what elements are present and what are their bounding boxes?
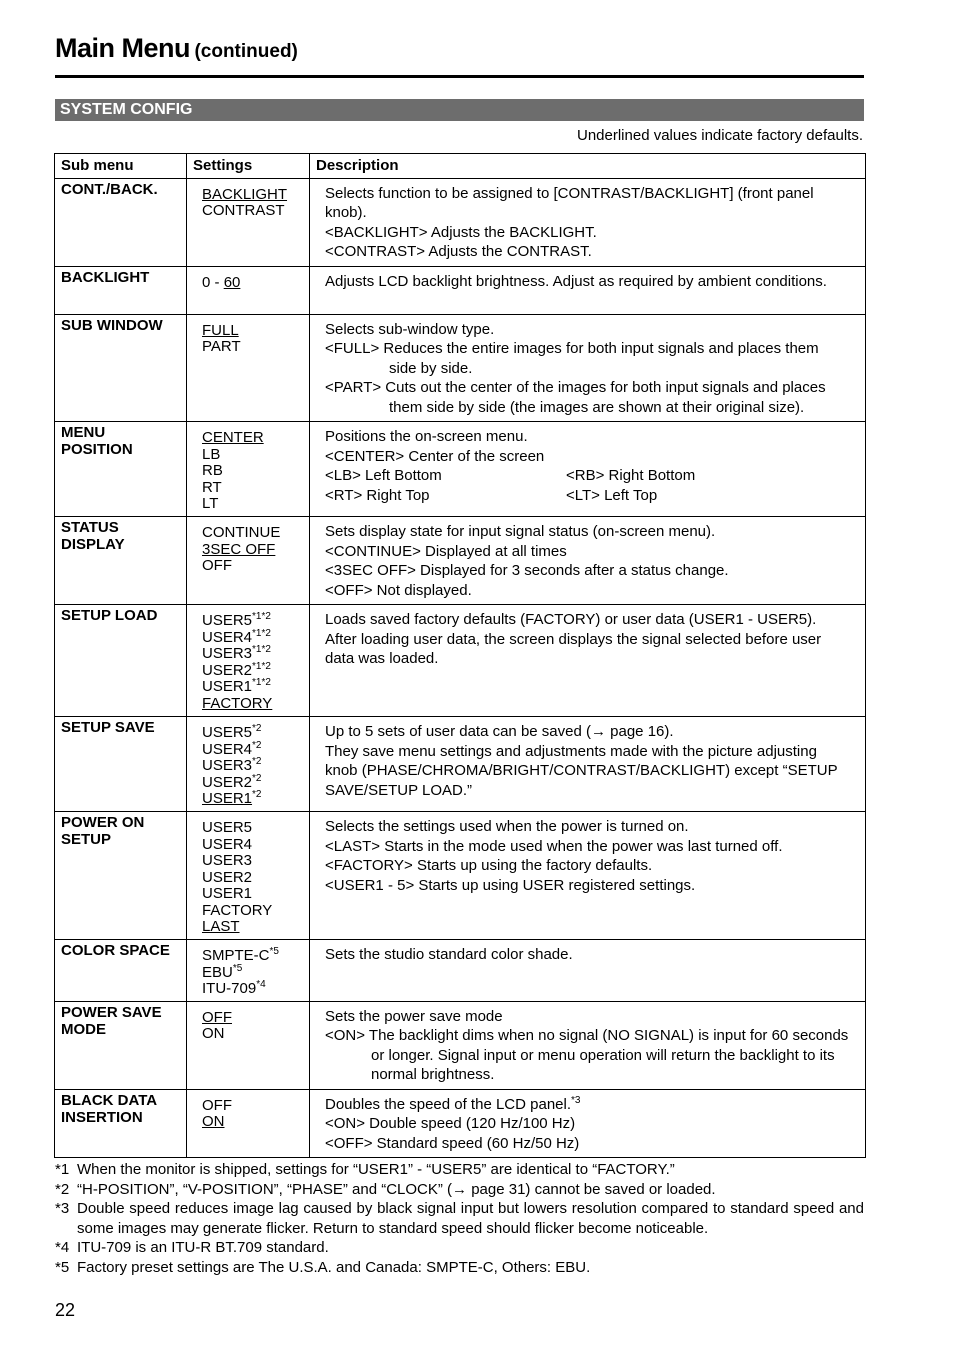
description-text: <LB> Left Bottom [325,467,442,484]
sub-menu-name: BLACK DATA [61,1091,158,1109]
setting-option [202,187,294,204]
sub-menu-cell [55,517,187,605]
sub-menu-cell [55,266,187,314]
description-line [325,742,850,801]
footnote [55,1180,864,1200]
settings-cell [187,940,310,1002]
setting-value: USER2 [202,773,253,791]
footnote-text: Double speed reduces image lag caused by black signal input but lowers resolution compared to standard speed and some images may generate flicker. Return to standard speed should flicker become noticeable. [77,1200,864,1237]
sub-menu-name: INSERTION [61,1108,143,1126]
setting-value: 3SEC OFF [202,540,276,558]
setting-value: ITU-709 [202,980,257,997]
setting-value: USER2 [202,868,253,886]
setting-option [202,496,294,513]
sub-menu-name: STATUS [61,519,119,536]
footnote-ref: *2 [252,756,262,767]
description-text: <OFF> Not displayed. [325,581,472,599]
setting-option [202,962,294,982]
setting-option [202,558,294,575]
table-row [55,266,866,314]
settings-cell [187,422,310,517]
setting-value: RB [202,462,223,479]
sub-menu-name: SETUP LOAD [61,607,158,624]
description-cell [310,605,866,717]
footnote-mark: *5 [55,1258,70,1276]
description-line [325,223,850,243]
description-text: Adjusts LCD backlight brightness. Adjust as required by ambient conditions. [325,272,827,290]
description-line [325,581,850,601]
description-text: <CONTINUE> Displayed at all times [325,542,567,560]
description-cell [310,314,866,422]
settings-cell [187,314,310,422]
setting-value: 0 - [202,273,224,291]
description-text: <ON> The backlight dims when no signal (NO SIGNAL) is input for 60 seconds or longer. Signal input or menu operation will return the backlight to its normal brightness. [325,1027,849,1083]
description-cell [310,940,866,1002]
setting-value: SMPTE-C [202,947,270,964]
sub-menu-name: MODE [61,1020,106,1038]
setting-value: LT [202,495,219,512]
description-line [325,447,850,467]
footnote [55,1258,864,1278]
description-text: Doubles the speed of the LCD panel. [325,1095,571,1113]
description-text: Sets display state for input signal status (on-screen menu). [325,523,716,540]
description-cell [310,178,866,266]
footnote-mark: *3 [55,1200,70,1217]
sub-menu-name: SUB WINDOW [61,316,163,334]
setting-value: PART [202,338,241,355]
page-number: 22 [55,1300,76,1320]
setting-option [202,627,294,647]
description-line [325,378,850,417]
footnote-ref: *1*2 [252,627,271,639]
description-text: <FACTORY> Starts up using the factory defaults. [325,857,653,874]
setting-value: USER1 [202,790,253,807]
footnote-text: When the monitor is shipped, settings for “USER1” - “USER5” are identical to “FACTORY.” [77,1161,675,1178]
setting-option [202,447,294,464]
description-line [325,272,850,292]
setting-option [202,1098,294,1115]
table-row [55,517,866,605]
sub-menu-name: COLOR SPACE [61,942,170,959]
setting-value: USER5 [202,819,253,836]
setting-value: USER5 [202,724,253,741]
description-line [325,856,850,876]
table-header-row [55,154,866,179]
setting-value: USER1 [202,678,253,695]
description-text: <RB> Right Bottom [566,467,696,484]
setting-value: OFF [202,1008,232,1026]
setting-option [202,613,294,630]
footnote [55,1199,864,1238]
description-line [325,486,850,506]
setting-option [202,903,294,920]
footnote-ref: *1*2 [252,644,271,655]
setting-value: ON [202,1025,225,1042]
header-description: Description [310,154,866,179]
sub-menu-name: CONT./BACK. [61,180,158,198]
setting-value: USER3 [202,757,253,774]
settings-cell [187,1001,310,1089]
sub-menu-name: SETUP [61,831,112,848]
description-cell [310,422,866,517]
footnote-ref: *3 [571,1094,581,1106]
description-line [325,630,850,669]
setting-option [202,820,294,837]
description-line [325,610,850,630]
description-cell [310,517,866,605]
description-cell [310,812,866,940]
footnote [55,1160,864,1180]
setting-value: FACTORY [202,694,273,712]
setting-value: USER5 [202,612,253,629]
setting-value: FULL [202,321,239,339]
setting-option [202,646,294,663]
sub-menu-cell [55,717,187,812]
description-line [325,522,850,542]
description-text: <PART> Cuts out the center of the images for both input signals and places them side by side (the images are shown at their original size). [325,379,826,416]
footnote-text: “H-POSITION”, “V-POSITION”, “PHASE” and “CLOCK” (→ page 31) cannot be saved or loaded. [77,1180,716,1198]
setting-option [202,725,294,742]
description-text: Loads saved factory defaults (FACTORY) or user data (USER1 - USER5). [325,611,817,628]
description-cell [310,1089,866,1158]
description-text: <LAST> Starts in the mode used when the power was last turned off. [325,837,783,855]
setting-value: RT [202,478,222,496]
page-title [55,33,298,64]
settings-cell [187,812,310,940]
table-row [55,717,866,812]
footnote-ref: *2 [252,739,262,751]
sub-menu-cell [55,605,187,717]
settings-cell [187,717,310,812]
table-row [55,1089,866,1158]
settings-cell [187,178,310,266]
description-text: <ON> Double speed (120 Hz/100 Hz) [325,1115,576,1132]
footnote-ref: *2 [252,723,262,734]
setting-value: ON [202,1113,225,1130]
setting-option [202,323,294,340]
setting-value: USER1 [202,885,253,902]
setting-option [202,275,294,292]
setting-value: OFF [202,1096,232,1114]
setting-value: USER2 [202,661,253,679]
setting-option [202,679,294,696]
footnote-ref: *2 [252,789,262,800]
description-text: <BACKLIGHT> Adjusts the BACKLIGHT. [325,223,597,241]
description-line [325,722,850,742]
description-cell [310,1001,866,1089]
description-cell [310,266,866,314]
footnote-mark: *1 [55,1161,70,1178]
description-text: <CENTER> Center of the screen [325,447,545,465]
table-row [55,940,866,1002]
sub-menu-name: POSITION [61,441,133,458]
title-rule [55,75,864,78]
setting-option [202,463,294,480]
description-line [325,1026,850,1085]
description-text: <FULL> Reduces the entire images for both input signals and places them side by side. [325,340,819,377]
setting-value: EBU [202,963,233,981]
setting-value: FACTORY [202,901,273,919]
table-row [55,1001,866,1089]
sub-menu-name: POWER SAVE [61,1003,162,1021]
setting-option [202,480,294,497]
settings-cell [187,1089,310,1158]
footnote-mark: *4 [55,1239,70,1256]
setting-option [202,1114,294,1131]
sub-menu-cell [55,178,187,266]
description-text: <USER1 - 5> Starts up using USER registered settings. [325,876,696,894]
footnote-ref: *5 [232,962,243,974]
setting-option [202,339,294,356]
setting-option [202,739,294,759]
setting-option [202,525,294,542]
description-line [325,466,850,486]
table-row [55,178,866,266]
setting-option [202,430,294,447]
sub-menu-cell [55,422,187,517]
description-line [325,427,850,447]
sub-menu-name: DISPLAY [61,536,125,553]
setting-option [202,1026,294,1043]
sub-menu-name: SETUP SAVE [61,719,155,736]
setting-option [202,886,294,903]
footnote-ref: *2 [252,772,262,784]
footnote-ref: *1*2 [252,677,271,688]
description-line [325,320,850,340]
sub-menu-name: POWER ON [61,814,145,831]
settings-cell [187,605,310,717]
description-line [325,561,850,581]
setting-option [202,203,294,220]
sub-menu-name: BACKLIGHT [61,268,150,286]
settings-cell [187,517,310,605]
sub-menu-name: MENU [61,424,106,441]
description-text: They save menu settings and adjustments made with the picture adjusting knob (PHASE/CHROMA/BRIGHT/CONTRAST/BACKLIGHT) except “SETUP SAVE/SETUP LOAD.” [325,742,838,799]
setting-option [202,853,294,870]
sub-menu-cell [55,1089,187,1158]
header-sub-menu: Sub menu [55,154,187,179]
defaults-note: Underlined values indicate factory defaults. [577,127,863,144]
description-text: Up to 5 sets of user data can be saved (→ page 16). [325,723,674,740]
page-title-main: Main Menu [55,33,190,63]
settings-cell [187,266,310,314]
description-text: Selects sub-window type. [325,320,495,338]
footnote-mark: *2 [55,1180,70,1198]
footnote-ref: *1*2 [252,660,271,672]
description-text: <CONTRAST> Adjusts the CONTRAST. [325,243,592,260]
description-text: Sets the studio standard color shade. [325,946,573,963]
setting-value: LAST [202,918,240,935]
page-title-continued: (continued) [194,41,298,62]
description-line [325,184,850,223]
description-text: Selects function to be assigned to [CONTRAST/BACKLIGHT] (front panel knob). [325,184,814,221]
setting-option [202,948,294,965]
description-line [325,837,850,857]
description-line [325,1134,850,1154]
description-cell [310,717,866,812]
setting-option [202,870,294,887]
description-text: <RT> Right Top [325,486,430,504]
setting-option [202,772,294,792]
table-row [55,422,866,517]
footnote-ref: *1*2 [252,611,271,622]
description-text: Selects the settings used when the power is turned on. [325,818,689,835]
setting-value: USER4 [202,628,253,646]
footnote-text: ITU-709 is an ITU-R BT.709 standard. [77,1239,329,1256]
setting-default-value: 60 [223,273,241,291]
description-text: After loading user data, the screen displays the signal selected before user data was loaded. [325,630,822,667]
setting-option [202,837,294,854]
setting-option [202,791,294,808]
description-text: <OFF> Standard speed (60 Hz/50 Hz) [325,1134,580,1152]
setting-option [202,919,294,936]
table-row [55,314,866,422]
section-header: SYSTEM CONFIG [55,99,864,121]
setting-value: CENTER [202,429,264,446]
description-line [325,945,850,965]
description-line [325,1007,850,1027]
table-row [55,812,866,940]
footnote-ref: *4 [256,979,266,990]
description-line [325,242,850,262]
footnote-text: Factory preset settings are The U.S.A. and Canada: SMPTE-C, Others: EBU. [77,1258,591,1276]
header-settings: Settings [187,154,310,179]
setting-value: BACKLIGHT [202,185,288,203]
table-row [55,605,866,717]
footnote-ref: *5 [269,946,279,957]
setting-value: LB [202,445,221,463]
sub-menu-cell [55,1001,187,1089]
sub-menu-cell [55,940,187,1002]
setting-value: USER4 [202,835,253,853]
setting-value: USER3 [202,852,253,869]
description-text: Sets the power save mode [325,1007,503,1025]
system-config-table [54,153,866,1158]
footnotes [55,1160,864,1277]
footnote [55,1238,864,1258]
description-text: <3SEC OFF> Displayed for 3 seconds after a status change. [325,562,729,579]
description-text: Positions the on-screen menu. [325,428,528,445]
sub-menu-cell [55,314,187,422]
setting-option [202,758,294,775]
description-line [325,542,850,562]
sub-menu-cell [55,812,187,940]
description-line [325,817,850,837]
description-line [325,339,850,378]
setting-option [202,981,294,998]
setting-option [202,1010,294,1027]
description-line [325,876,850,896]
setting-value: USER4 [202,740,253,758]
setting-option [202,542,294,559]
setting-option [202,696,294,713]
description-line [325,1095,850,1115]
setting-value: CONTRAST [202,202,285,219]
setting-option [202,660,294,680]
setting-value: CONTINUE [202,524,281,541]
setting-value: USER3 [202,645,253,662]
setting-value: OFF [202,557,232,574]
description-text: <LT> Left Top [566,486,658,504]
description-line [325,1114,850,1134]
